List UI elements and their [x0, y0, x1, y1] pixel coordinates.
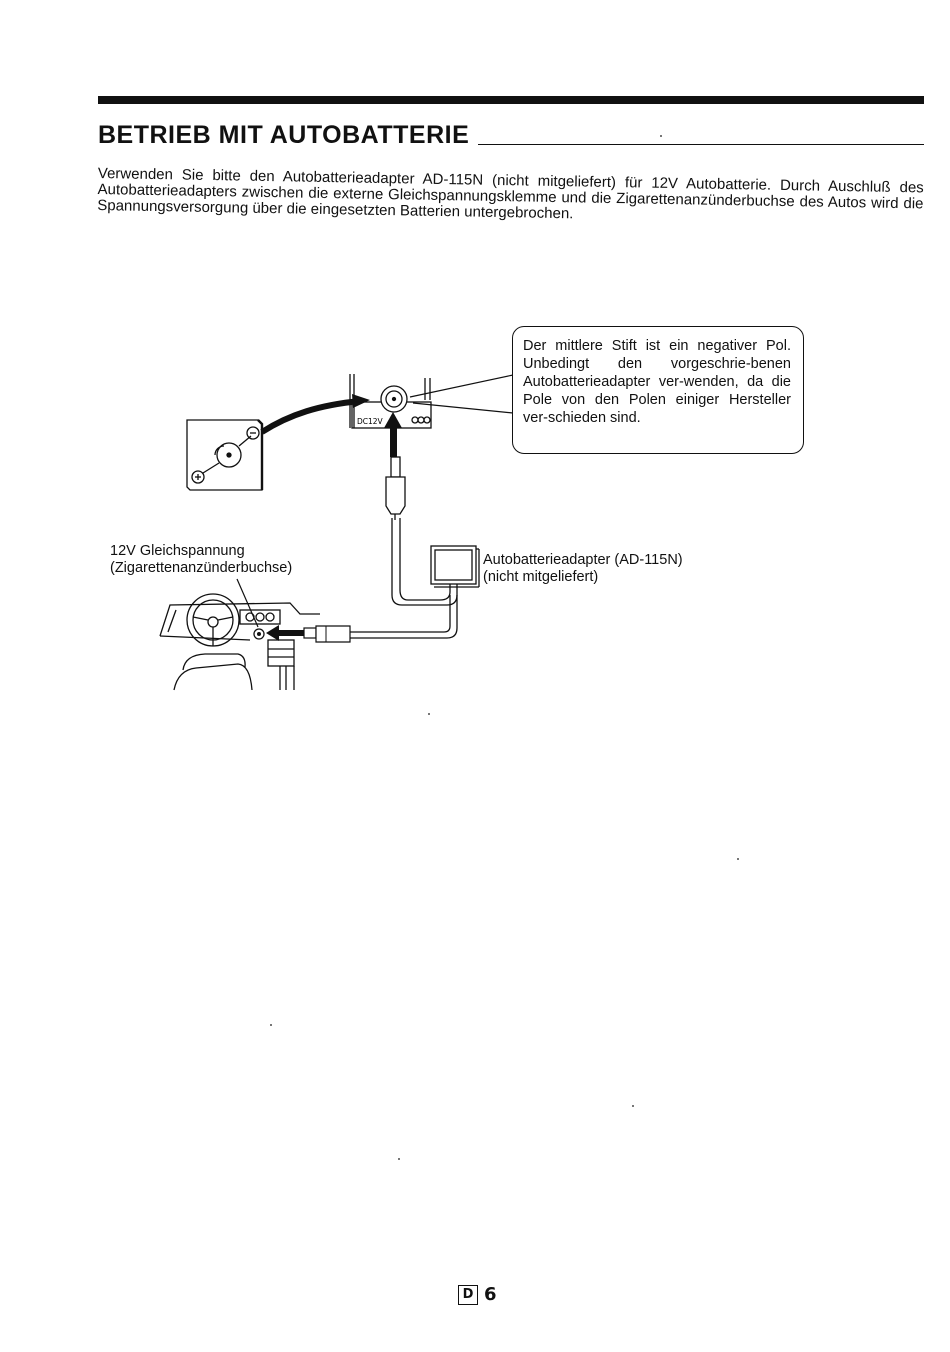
page-footer [458, 1284, 497, 1305]
insert-arrow [384, 412, 402, 457]
language-mark: D [458, 1285, 478, 1305]
adapter-label-line1: Autobatterieadapter (AD-115N) [483, 552, 683, 568]
polarity-icon [187, 420, 262, 490]
adapter-plug-icon [386, 457, 405, 520]
adapter-label [483, 552, 683, 586]
scan-speck [660, 135, 662, 137]
adapter-box-icon [431, 546, 479, 587]
socket-label-line1: 12V Gleichspannung [110, 543, 245, 559]
scan-speck [398, 1158, 400, 1160]
scan-speck [632, 1105, 634, 1107]
jack-label: DC12V [357, 417, 383, 426]
scan-speck [270, 1024, 272, 1026]
pointer-arrow [262, 401, 360, 432]
intro-paragraph: Verwenden Sie bitte den Autobatterieadapter AD-115N (nicht mitgeliefert) für 12V Autobatterie. Durch Auschluß des Autobatterieadapters zwischen die externe Gleichspannungsklemme und die Zigarettenanzünderbuchse des Autos wird die Spannungsversorgung über die eingesetzten Batterien untergebrochen. [97, 165, 924, 223]
socket-label-line2: (Zigarettenanzünderbuchse) [110, 560, 293, 576]
scan-speck [737, 858, 739, 860]
polarity-callout: Der mittlere Stift ist ein negativer Pol. Unbedingt den vorgeschrie-benen Autobatterieadapter ver-wenden, da die Pole von den Polen einiger Hersteller ver-schieden sind. [512, 326, 804, 454]
socket-label [110, 543, 292, 577]
adapter-label-line2: (nicht mitgeliefert) [483, 569, 599, 585]
page-number: 6 [484, 1284, 497, 1305]
section-heading: BETRIEB MIT AUTOBATTERIE [98, 121, 470, 149]
scan-speck [428, 713, 430, 715]
car-dashboard-icon [160, 594, 320, 690]
